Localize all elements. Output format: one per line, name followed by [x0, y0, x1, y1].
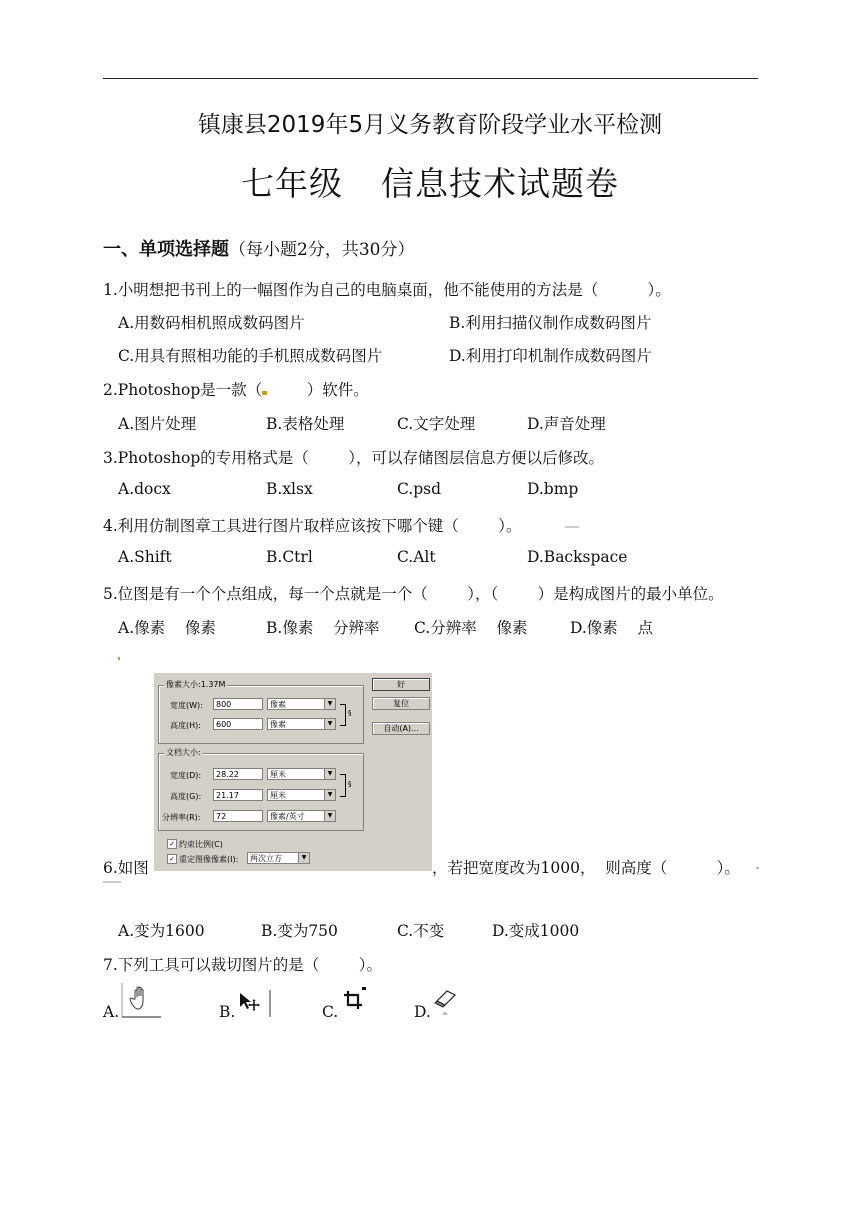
move-icon: [237, 990, 271, 1018]
width-unit-text: 像素: [270, 700, 286, 709]
width-unit-select[interactable]: [267, 698, 336, 710]
q5-option-b: B.像素 分辨率: [266, 619, 380, 637]
stray-dot: [118, 657, 120, 660]
crop-icon: [340, 987, 372, 1015]
q6-option-d: D.变成1000: [492, 922, 580, 940]
doc-height-unit-text: 厘米: [270, 791, 286, 800]
faint-mark: [565, 526, 579, 528]
resample-checkbox[interactable]: ✓: [167, 854, 177, 864]
resample-select[interactable]: [247, 852, 310, 864]
reset-button[interactable]: 复位: [372, 697, 430, 710]
q2-option-a: A.图片处理: [118, 415, 197, 433]
q2-option-b: B.表格处理: [266, 415, 345, 433]
height-unit-text: 像素: [270, 720, 286, 729]
q4-option-a: A.Shift: [118, 548, 172, 566]
resolution-unit-text: 像素/英寸: [270, 812, 305, 821]
q3-option-b: B.xlsx: [266, 480, 313, 498]
pixel-size-label: 像素大小:1.37M: [166, 680, 226, 689]
resolution-input[interactable]: 72: [213, 810, 263, 822]
q3-option-a: A.docx: [118, 480, 171, 498]
doc-width-input[interactable]: 28.22: [213, 768, 263, 780]
faint-mark: [756, 867, 759, 869]
question-6-pre: 6.如图: [103, 859, 149, 877]
doc-width-unit-select[interactable]: [267, 768, 336, 780]
q2-option-d: D.声音处理: [527, 415, 606, 433]
q4-option-d: D.Backspace: [527, 548, 628, 566]
q2-stem-post: ）软件。: [267, 381, 369, 399]
chevron-down-icon: ▼: [324, 699, 335, 709]
resample-text: 两次立方: [250, 854, 282, 863]
constrain-checkbox[interactable]: ✓: [167, 839, 177, 849]
q1-option-d: D.利用打印机制作成数码图片: [449, 347, 652, 365]
chevron-down-icon: ▼: [324, 790, 335, 800]
chevron-down-icon: ▼: [324, 769, 335, 779]
q5-option-a: A.像素 像素: [118, 619, 216, 637]
auto-button[interactable]: 自动(A)...: [372, 722, 430, 735]
link-bracket: [340, 704, 346, 726]
q6-option-b: B.变为750: [261, 922, 338, 940]
q7-option-c: C.: [322, 1003, 339, 1021]
document-size-label: 文档大小:: [166, 748, 201, 757]
header-rule: [103, 78, 758, 79]
doc-width-label: 宽度(D):: [170, 771, 202, 780]
chain-link-icon: §: [348, 709, 352, 717]
link-bracket: [340, 774, 346, 797]
image-size-dialog: [154, 673, 432, 871]
eraser-icon: [431, 987, 465, 1017]
q1-option-b: B.利用扫描仪制作成数码图片: [449, 314, 652, 332]
q7-option-b: B.: [219, 1003, 236, 1021]
doc-height-input[interactable]: 21.17: [213, 789, 263, 801]
chevron-down-icon: ▼: [324, 811, 335, 821]
q1-option-c: C.用具有照相功能的手机照成数码图片: [118, 347, 383, 365]
section-title: 一、单项选择题: [103, 239, 229, 260]
faint-mark: [103, 881, 121, 883]
q3-option-c: C.psd: [397, 480, 442, 498]
question-1: 1.小明想把书刊上的一幅图作为自己的电脑桌面，他不能使用的方法是（ ）。: [103, 281, 671, 299]
question-6-post: ，若把宽度改为1000， 则高度（ ）。: [432, 859, 740, 877]
q5-option-c: C.分辨率 像素: [414, 619, 528, 637]
question-4: 4.利用仿制图章工具进行图片取样应该按下哪个键（ ）。: [103, 517, 522, 535]
q1-option-a: A.用数码相机照成数码图片: [118, 314, 305, 332]
chevron-down-icon: ▼: [324, 719, 335, 729]
height-input[interactable]: 600: [213, 718, 263, 730]
pixel-size-group: [158, 685, 364, 744]
exam-subtitle: [0, 158, 860, 205]
q7-option-a: A.: [103, 1003, 120, 1021]
chain-link-icon: §: [348, 780, 352, 788]
height-label: 高度(H):: [170, 721, 201, 730]
q7-option-d: D.: [414, 1003, 431, 1021]
doc-height-label: 高度(G):: [170, 792, 202, 801]
q4-option-b: B.Ctrl: [266, 548, 313, 566]
q2-stem-pre: 2.Photoshop是一款（: [103, 381, 263, 399]
q5-option-d: D.像素 点: [570, 619, 654, 637]
resolution-label: 分辨率(R):: [162, 813, 201, 822]
q6-option-a: A.变为1600: [118, 922, 205, 940]
width-label: 宽度(W):: [170, 701, 203, 710]
q3-option-d: D.bmp: [527, 480, 579, 498]
exam-title: 镇康县2019年5月义务教育阶段学业水平检测: [197, 112, 663, 138]
section-note: （每小题2分，共30分）: [229, 240, 415, 260]
q6-option-c: C.不变: [397, 922, 445, 940]
doc-height-unit-select[interactable]: [267, 789, 336, 801]
subject-label: 信息技术试题卷: [381, 164, 619, 203]
question-5: 5.位图是有一个个点组成，每一个点就是一个（ ），（ ）是构成图片的最小单位。: [103, 585, 724, 603]
ok-button[interactable]: 好: [372, 678, 430, 691]
question-7: 7.下列工具可以裁切图片的是（ ）。: [103, 956, 382, 974]
hand-icon: [121, 983, 163, 1019]
width-input[interactable]: 800: [213, 698, 263, 710]
chevron-down-icon: ▼: [298, 853, 309, 863]
question-2: [103, 378, 369, 400]
constrain-label: 约束比例(C): [179, 840, 223, 849]
question-3: 3.Photoshop的专用格式是（ ），可以存储图层信息方便以后修改。: [103, 449, 604, 467]
grade-label: 七年级: [241, 164, 343, 203]
resample-label: 重定图像像素(I):: [179, 855, 239, 864]
resolution-unit-select[interactable]: [267, 810, 336, 822]
height-unit-select[interactable]: [267, 718, 336, 730]
q4-option-c: C.Alt: [397, 548, 436, 566]
q2-option-c: C.文字处理: [397, 415, 476, 433]
section-heading: [103, 235, 414, 261]
doc-width-unit-text: 厘米: [270, 770, 286, 779]
